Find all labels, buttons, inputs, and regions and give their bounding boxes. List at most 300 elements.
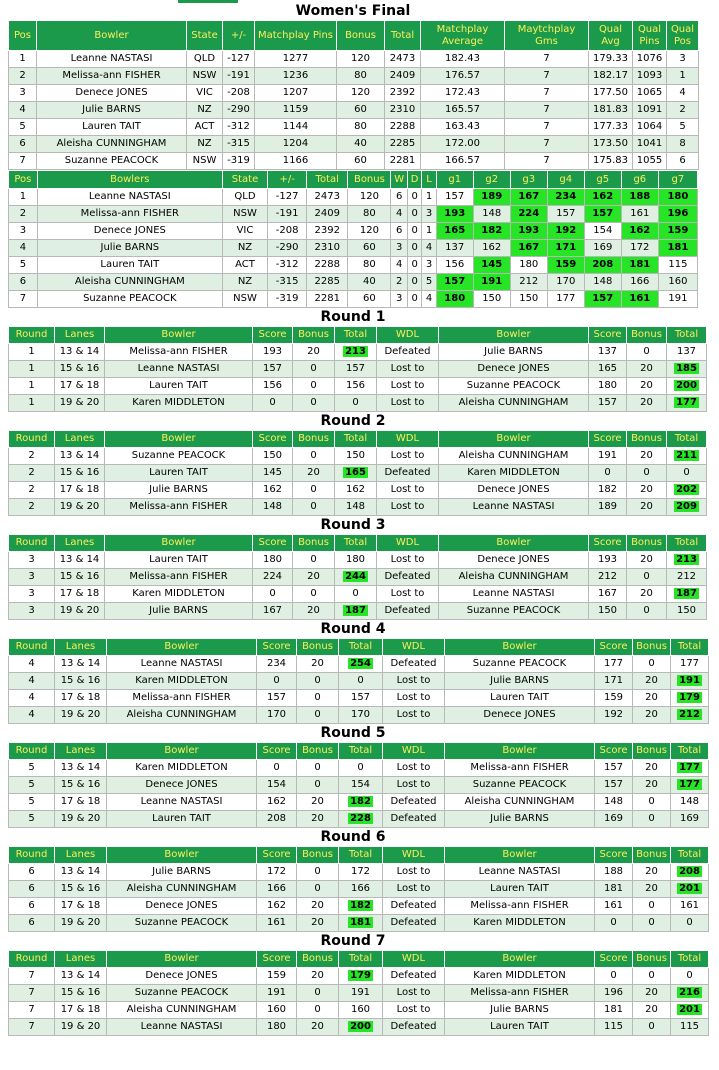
- details-row: [9, 291, 698, 308]
- game-score-cell: 160: [658, 274, 697, 291]
- details-cell: 7: [9, 291, 38, 308]
- match-cell: 0: [633, 656, 671, 673]
- match-row: [9, 603, 707, 620]
- details-column-header: +/-: [268, 171, 307, 189]
- summary-cell: 165.57: [421, 102, 505, 119]
- match-cell: Karen MIDDLETON: [445, 915, 595, 932]
- results-page: [8, 0, 702, 1036]
- match-cell: 148: [595, 794, 633, 811]
- details-cell: 3: [9, 223, 38, 240]
- details-cell: QLD: [222, 189, 267, 206]
- round-column-header: Score: [595, 639, 633, 656]
- summary-cell: 2392: [385, 85, 421, 102]
- game-score-cell: 137: [436, 240, 473, 257]
- match-cell: Lauren TAIT: [107, 811, 257, 828]
- match-cell: Aleisha CUNNINGHAM: [439, 395, 589, 412]
- match-cell: 160: [257, 1002, 297, 1019]
- round-column-header: Total: [339, 639, 383, 656]
- match-cell: 181: [595, 881, 633, 898]
- round-column-header: Score: [589, 535, 627, 552]
- match-cell: Defeated: [377, 344, 439, 361]
- summary-cell: 172.00: [421, 136, 505, 153]
- details-cell: 2392: [307, 223, 348, 240]
- match-cell: 161: [595, 898, 633, 915]
- round-column-header: Total: [671, 639, 709, 656]
- match-cell: 0: [633, 1019, 671, 1036]
- match-cell: Lauren TAIT: [105, 552, 253, 569]
- summary-column-header: Bowler: [37, 21, 187, 51]
- summary-cell: 60: [337, 102, 385, 119]
- match-cell: 5: [9, 794, 55, 811]
- round-column-header: Round: [9, 951, 55, 968]
- summary-cell: 7: [505, 51, 589, 68]
- match-cell: 162: [257, 898, 297, 915]
- winning-total: 177: [679, 779, 700, 790]
- details-cell: 2473: [307, 189, 348, 206]
- match-cell: [667, 395, 707, 412]
- winning-total: 228: [350, 813, 371, 824]
- round-column-header: Bonus: [627, 431, 667, 448]
- match-cell: 165: [589, 361, 627, 378]
- details-cell: Lauren TAIT: [37, 257, 222, 274]
- round-column-header: Total: [667, 535, 707, 552]
- details-cell: 3: [391, 291, 407, 308]
- match-cell: 161: [671, 898, 709, 915]
- details-cell: 80: [348, 257, 391, 274]
- round-column-header: Bowler: [439, 327, 589, 344]
- match-cell: Lauren TAIT: [445, 1019, 595, 1036]
- summary-cell: 5: [9, 119, 37, 136]
- summary-cell: 1076: [633, 51, 667, 68]
- details-cell: 60: [348, 240, 391, 257]
- game-score-cell: 188: [621, 189, 658, 206]
- details-column-header: g5: [584, 171, 621, 189]
- summary-cell: 179.33: [589, 51, 633, 68]
- match-cell: 19 & 20: [55, 603, 105, 620]
- match-cell: 17 & 18: [55, 794, 107, 811]
- match-cell: 115: [595, 1019, 633, 1036]
- round-column-header: Lanes: [55, 743, 107, 760]
- match-cell: 0: [627, 603, 667, 620]
- match-cell: 212: [589, 569, 627, 586]
- match-cell: Lost to: [383, 690, 445, 707]
- match-row: [9, 811, 709, 828]
- details-cell: NSW: [222, 291, 267, 308]
- match-cell: 157: [589, 395, 627, 412]
- winning-total: 211: [676, 450, 697, 461]
- match-cell: Karen MIDDLETON: [439, 465, 589, 482]
- match-cell: 0: [293, 448, 335, 465]
- match-cell: Julie BARNS: [105, 603, 253, 620]
- match-row: [9, 915, 709, 932]
- match-cell: 0: [633, 898, 671, 915]
- match-cell: 177: [671, 656, 709, 673]
- match-cell: [667, 378, 707, 395]
- match-cell: 162: [253, 482, 293, 499]
- match-cell: 154: [339, 777, 383, 794]
- winning-total: 212: [679, 709, 700, 720]
- details-cell: Denece JONES: [37, 223, 222, 240]
- rounds-section: [8, 308, 702, 1036]
- match-cell: 17 & 18: [55, 898, 107, 915]
- winning-total: 187: [676, 588, 697, 599]
- match-cell: Defeated: [383, 898, 445, 915]
- summary-cell: Melissa-ann FISHER: [37, 68, 187, 85]
- match-row: [9, 760, 709, 777]
- match-cell: 6: [9, 898, 55, 915]
- details-cell: 4: [422, 240, 436, 257]
- winning-total: 216: [679, 987, 700, 998]
- round-column-header: Lanes: [55, 639, 107, 656]
- match-row: [9, 448, 707, 465]
- match-cell: Julie BARNS: [445, 1002, 595, 1019]
- round-column-header: WDL: [383, 639, 445, 656]
- game-score-cell: 181: [621, 257, 658, 274]
- match-cell: [339, 794, 383, 811]
- match-cell: 2: [9, 499, 55, 516]
- match-cell: Leanne NASTASI: [107, 656, 257, 673]
- winning-total: 177: [679, 762, 700, 773]
- round-column-header: Total: [339, 743, 383, 760]
- summary-cell: 4: [9, 102, 37, 119]
- round-title: Round 6: [320, 829, 386, 845]
- round-block: [8, 828, 702, 932]
- match-cell: [671, 864, 709, 881]
- match-cell: 20: [633, 777, 671, 794]
- match-cell: 13 & 14: [55, 968, 107, 985]
- match-cell: 20: [297, 968, 339, 985]
- details-cell: 2: [391, 274, 407, 291]
- match-cell: 20: [633, 1002, 671, 1019]
- match-cell: Leanne NASTASI: [107, 794, 257, 811]
- match-row: [9, 378, 707, 395]
- summary-cell: QLD: [187, 51, 223, 68]
- match-cell: [335, 569, 377, 586]
- details-cell: VIC: [222, 223, 267, 240]
- summary-cell: Leanne NASTASI: [37, 51, 187, 68]
- winning-total: 254: [350, 658, 371, 669]
- match-cell: 17 & 18: [55, 1002, 107, 1019]
- winning-total: 187: [345, 605, 366, 616]
- match-cell: 3: [9, 603, 55, 620]
- round-title: Round 2: [320, 413, 386, 429]
- match-cell: Karen MIDDLETON: [107, 673, 257, 690]
- details-column-header: L: [422, 171, 436, 189]
- details-column-header: g6: [621, 171, 658, 189]
- details-cell: -312: [268, 257, 307, 274]
- game-score-cell: 170: [547, 274, 584, 291]
- match-cell: Melissa-ann FISHER: [445, 898, 595, 915]
- summary-cell: 8: [667, 136, 699, 153]
- match-row: [9, 690, 709, 707]
- match-cell: Lost to: [383, 760, 445, 777]
- match-cell: 20: [633, 881, 671, 898]
- round-column-header: Total: [339, 847, 383, 864]
- game-score-cell: 169: [584, 240, 621, 257]
- match-cell: 20: [627, 552, 667, 569]
- game-score-cell: 161: [621, 206, 658, 223]
- match-cell: 170: [339, 707, 383, 724]
- match-cell: 0: [589, 465, 627, 482]
- match-cell: 157: [253, 361, 293, 378]
- match-cell: Denece JONES: [439, 482, 589, 499]
- match-row: [9, 968, 709, 985]
- summary-cell: 1091: [633, 102, 667, 119]
- round-column-header: WDL: [377, 535, 439, 552]
- match-cell: 17 & 18: [55, 482, 105, 499]
- match-cell: Melissa-ann FISHER: [105, 344, 253, 361]
- match-row: [9, 482, 707, 499]
- details-row: [9, 189, 698, 206]
- details-column-header: g1: [436, 171, 473, 189]
- match-cell: [339, 811, 383, 828]
- match-cell: 20: [633, 707, 671, 724]
- match-cell: Defeated: [383, 794, 445, 811]
- round-title: Round 3: [320, 517, 386, 533]
- page-title: Women's Final: [295, 3, 411, 19]
- summary-cell: 7: [505, 153, 589, 170]
- summary-cell: 60: [337, 153, 385, 170]
- details-column-header: State: [222, 171, 267, 189]
- match-cell: 0: [297, 777, 339, 794]
- game-score-cell: 157: [436, 189, 473, 206]
- round-header-row: [9, 847, 709, 864]
- round-column-header: Total: [671, 951, 709, 968]
- details-cell: 4: [391, 206, 407, 223]
- summary-cell: 181.83: [589, 102, 633, 119]
- match-cell: 177: [595, 656, 633, 673]
- match-cell: 7: [9, 968, 55, 985]
- summary-cell: -208: [223, 85, 255, 102]
- details-cell: 2310: [307, 240, 348, 257]
- details-cell: 3: [422, 206, 436, 223]
- round-title: Round 4: [320, 621, 386, 637]
- match-row: [9, 465, 707, 482]
- summary-cell: -191: [223, 68, 255, 85]
- summary-cell: 1204: [255, 136, 337, 153]
- summary-cell: 120: [337, 85, 385, 102]
- summary-cell: NSW: [187, 153, 223, 170]
- match-cell: 1: [9, 361, 55, 378]
- summary-cell: 163.43: [421, 119, 505, 136]
- round-column-header: Round: [9, 743, 55, 760]
- match-cell: Defeated: [383, 656, 445, 673]
- match-row: [9, 361, 707, 378]
- match-cell: 20: [293, 603, 335, 620]
- round-column-header: Score: [595, 951, 633, 968]
- summary-cell: -290: [223, 102, 255, 119]
- match-cell: Julie BARNS: [105, 482, 253, 499]
- match-row: [9, 864, 709, 881]
- game-score-cell: 193: [510, 223, 547, 240]
- winning-total: 209: [676, 501, 697, 512]
- match-cell: 0: [627, 569, 667, 586]
- match-cell: 167: [589, 586, 627, 603]
- match-cell: [335, 603, 377, 620]
- summary-cell: 7: [9, 153, 37, 170]
- match-cell: 4: [9, 690, 55, 707]
- match-cell: 157: [595, 777, 633, 794]
- game-score-cell: 145: [473, 257, 510, 274]
- game-details-table: [8, 170, 698, 308]
- match-cell: 20: [627, 395, 667, 412]
- details-column-header: Total: [307, 171, 348, 189]
- match-cell: 13 & 14: [55, 344, 105, 361]
- match-cell: Melissa-ann FISHER: [105, 569, 253, 586]
- winning-total: 200: [350, 1021, 371, 1032]
- round-header-row: [9, 951, 709, 968]
- round-column-header: Bonus: [633, 847, 671, 864]
- summary-cell: 1055: [633, 153, 667, 170]
- match-cell: 167: [253, 603, 293, 620]
- summary-cell: 6: [9, 136, 37, 153]
- details-cell: 3: [422, 257, 436, 274]
- match-cell: 3: [9, 569, 55, 586]
- game-score-cell: 167: [510, 240, 547, 257]
- match-row: [9, 395, 707, 412]
- match-cell: 171: [595, 673, 633, 690]
- summary-cell: 2285: [385, 136, 421, 153]
- match-cell: Leanne NASTASI: [439, 586, 589, 603]
- round-column-header: Round: [9, 431, 55, 448]
- round-column-header: Bowler: [107, 743, 257, 760]
- summary-cell: 5: [667, 119, 699, 136]
- match-cell: 0: [257, 760, 297, 777]
- match-cell: 234: [257, 656, 297, 673]
- match-cell: Aleisha CUNNINGHAM: [107, 881, 257, 898]
- match-cell: 161: [257, 915, 297, 932]
- summary-cell: 7: [505, 102, 589, 119]
- winning-total: 185: [676, 363, 697, 374]
- match-cell: 19 & 20: [55, 915, 107, 932]
- winning-total: 182: [350, 900, 371, 911]
- match-cell: 150: [667, 603, 707, 620]
- match-cell: 193: [589, 552, 627, 569]
- match-cell: 208: [257, 811, 297, 828]
- details-column-header: D: [407, 171, 421, 189]
- game-score-cell: 159: [547, 257, 584, 274]
- match-cell: 0: [297, 690, 339, 707]
- game-score-cell: 212: [510, 274, 547, 291]
- details-cell: 2409: [307, 206, 348, 223]
- round-table: [8, 950, 709, 1036]
- round-column-header: Bowler: [105, 431, 253, 448]
- match-cell: 1: [9, 378, 55, 395]
- match-cell: Lost to: [377, 499, 439, 516]
- round-column-header: Bonus: [633, 743, 671, 760]
- details-column-header: Pos: [9, 171, 38, 189]
- match-cell: 159: [595, 690, 633, 707]
- match-cell: [335, 465, 377, 482]
- game-score-cell: 180: [436, 291, 473, 308]
- match-cell: 172: [257, 864, 297, 881]
- match-row: [9, 1002, 709, 1019]
- match-cell: [339, 656, 383, 673]
- match-cell: Lost to: [377, 552, 439, 569]
- summary-cell: 2281: [385, 153, 421, 170]
- game-score-cell: 171: [547, 240, 584, 257]
- details-cell: 6: [391, 223, 407, 240]
- winning-total: 201: [679, 1004, 700, 1015]
- match-cell: 181: [595, 1002, 633, 1019]
- summary-cell: 6: [667, 153, 699, 170]
- match-cell: 20: [627, 482, 667, 499]
- game-score-cell: 150: [473, 291, 510, 308]
- match-cell: Leanne NASTASI: [439, 499, 589, 516]
- round-column-header: Total: [335, 431, 377, 448]
- summary-cell: 3: [9, 85, 37, 102]
- match-cell: Defeated: [383, 968, 445, 985]
- round-table: [8, 326, 707, 412]
- match-cell: 5: [9, 811, 55, 828]
- round-column-header: Bowler: [105, 327, 253, 344]
- round-column-header: Total: [335, 535, 377, 552]
- match-cell: Denece JONES: [445, 707, 595, 724]
- match-cell: 7: [9, 985, 55, 1002]
- match-cell: 20: [627, 361, 667, 378]
- match-cell: 156: [335, 378, 377, 395]
- match-cell: Leanne NASTASI: [445, 864, 595, 881]
- match-cell: 169: [671, 811, 709, 828]
- summary-table: [8, 20, 699, 170]
- match-cell: 13 & 14: [55, 552, 105, 569]
- match-row: [9, 707, 709, 724]
- match-cell: 160: [339, 1002, 383, 1019]
- match-cell: Julie BARNS: [439, 344, 589, 361]
- round-column-header: WDL: [377, 431, 439, 448]
- round-table: [8, 534, 707, 620]
- summary-cell: 173.50: [589, 136, 633, 153]
- summary-column-header: Pos: [9, 21, 37, 51]
- summary-cell: -312: [223, 119, 255, 136]
- details-column-header: g2: [473, 171, 510, 189]
- round-column-header: Bonus: [297, 743, 339, 760]
- match-cell: Julie BARNS: [445, 673, 595, 690]
- summary-cell: 1065: [633, 85, 667, 102]
- game-score-cell: 167: [510, 189, 547, 206]
- match-cell: 0: [339, 760, 383, 777]
- summary-column-header: Bonus: [337, 21, 385, 51]
- match-cell: 13 & 14: [55, 760, 107, 777]
- match-cell: Aleisha CUNNINGHAM: [107, 1002, 257, 1019]
- round-column-header: Lanes: [55, 535, 105, 552]
- match-cell: 15 & 16: [55, 361, 105, 378]
- match-cell: Lost to: [383, 707, 445, 724]
- summary-row: [9, 136, 699, 153]
- round-title: Round 7: [320, 933, 386, 949]
- match-cell: 20: [297, 898, 339, 915]
- summary-cell: 7: [505, 136, 589, 153]
- match-cell: 0: [633, 794, 671, 811]
- summary-cell: 1159: [255, 102, 337, 119]
- round-column-header: Score: [595, 847, 633, 864]
- round-column-header: Score: [257, 951, 297, 968]
- match-cell: Lauren TAIT: [105, 378, 253, 395]
- match-cell: Defeated: [383, 915, 445, 932]
- match-cell: 0: [297, 1002, 339, 1019]
- match-cell: 15 & 16: [55, 985, 107, 1002]
- match-cell: 15 & 16: [55, 465, 105, 482]
- match-cell: 0: [297, 707, 339, 724]
- summary-cell: 3: [667, 51, 699, 68]
- match-cell: 5: [9, 777, 55, 794]
- round-column-header: WDL: [383, 743, 445, 760]
- round-column-header: WDL: [383, 951, 445, 968]
- match-cell: [667, 586, 707, 603]
- summary-cell: 1207: [255, 85, 337, 102]
- summary-row: [9, 51, 699, 68]
- match-cell: Defeated: [377, 569, 439, 586]
